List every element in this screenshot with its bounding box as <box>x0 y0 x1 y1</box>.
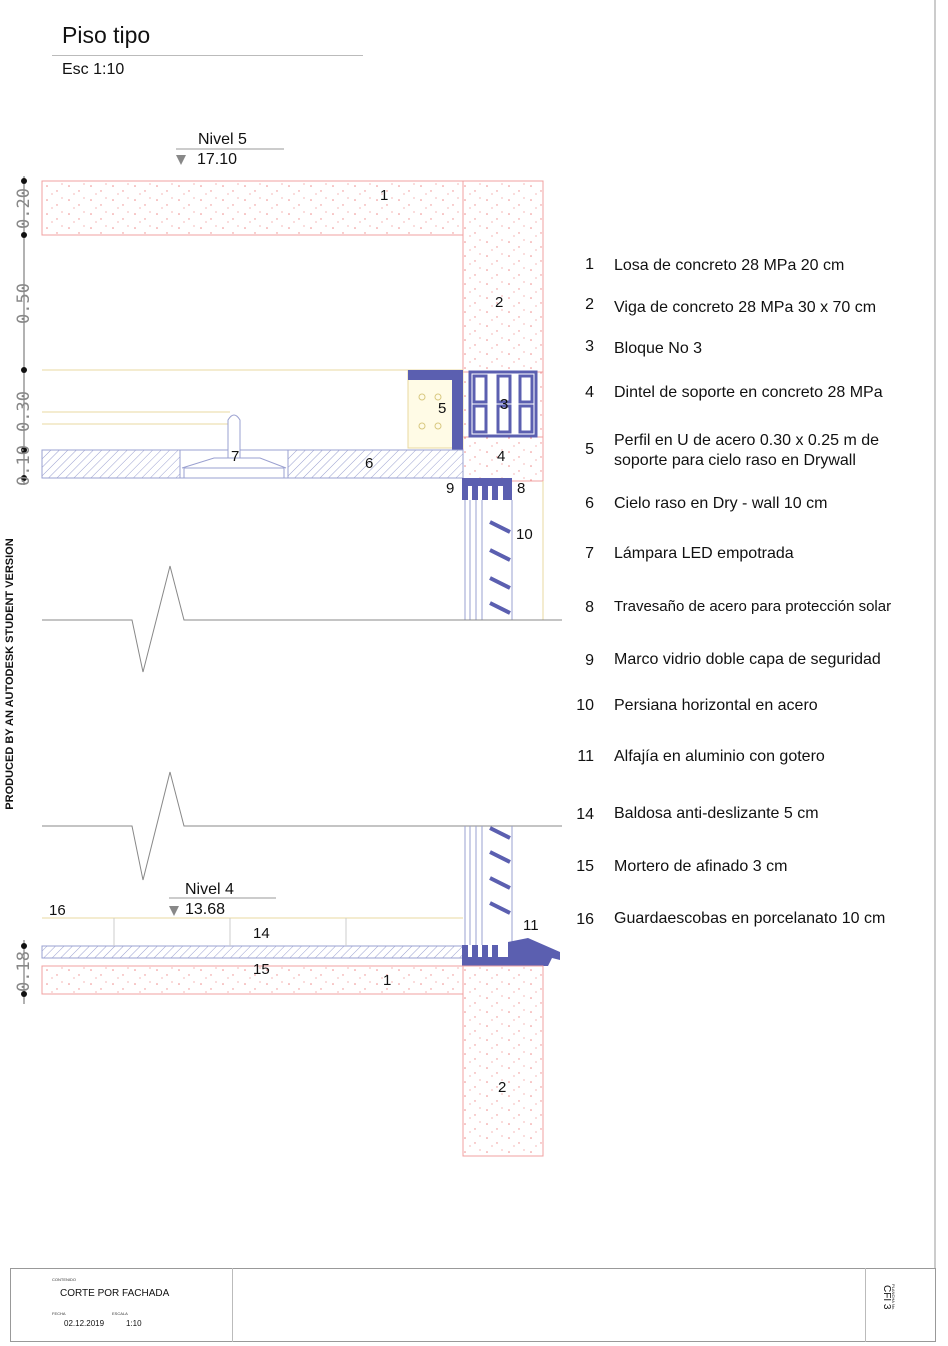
legend-text: Viga de concreto 28 MPa 30 x 70 cm <box>614 299 877 316</box>
legend-text: Guardaescobas en porcelanato 10 cm <box>614 910 886 927</box>
callout-2-upper: 2 <box>495 294 504 311</box>
dim-plenum: 0.30 <box>14 391 34 432</box>
title-underline <box>52 55 363 56</box>
title-block-scale: 1:10 <box>126 1319 142 1328</box>
legend-text: Bloque No 3 <box>614 340 703 357</box>
window-frame-top <box>462 478 512 500</box>
legend-num: 2 <box>585 296 594 313</box>
callout-1-upper: 1 <box>380 187 389 204</box>
callout-14: 14 <box>253 925 270 942</box>
legend-num: 16 <box>576 911 594 928</box>
legend-text: Losa de concreto 28 MPa 20 cm <box>614 257 845 274</box>
level-marker-4 <box>169 906 179 916</box>
legend-num: 3 <box>585 338 594 355</box>
level-5-elevation: 17.10 <box>197 151 238 168</box>
dim-slab: 0.20 <box>14 188 34 229</box>
student-version-notice: PRODUCED BY AN AUTODESK STUDENT VERSION <box>4 538 16 810</box>
legend-text: Baldosa anti-deslizante 5 cm <box>614 805 819 822</box>
scale-label: ESCALA <box>112 1311 128 1316</box>
title-block-divider <box>865 1268 866 1342</box>
legend-text: Lámpara LED empotrada <box>614 545 794 562</box>
callout-5: 5 <box>438 400 447 417</box>
legend-num: 14 <box>576 806 594 823</box>
callout-15: 15 <box>253 961 270 978</box>
legend-num: 1 <box>585 256 594 273</box>
legend-num: 6 <box>585 495 594 512</box>
plan-number: CFI 3 <box>881 1285 892 1310</box>
level-4-name: Nivel 4 <box>185 881 234 898</box>
legend-text: Cielo raso en Dry - wall 10 cm <box>614 495 828 512</box>
legend-text: Persiana horizontal en acero <box>614 697 818 714</box>
callout-3: 3 <box>500 396 509 413</box>
level-5-name: Nivel 5 <box>198 131 247 148</box>
glazing-upper <box>465 500 512 620</box>
legend-num: 8 <box>585 599 594 616</box>
title-block-divider <box>232 1268 233 1342</box>
legend-text: Travesaño de acero para protección solar <box>614 598 892 615</box>
legend-num: 7 <box>585 545 594 562</box>
title-block-content: CORTE POR FACHADA <box>60 1288 170 1299</box>
callout-2-lower: 2 <box>498 1079 507 1096</box>
legend-text: Marco vidrio doble capa de seguridad <box>614 651 881 668</box>
legend-text: Perfil en U de acero 0.30 x 0.25 m de soporte para cielo raso en Drywall <box>614 432 880 469</box>
dim-ceiling: 0.10 <box>14 445 34 486</box>
callout-9: 9 <box>446 480 455 497</box>
legend-num: 11 <box>577 748 594 765</box>
callout-11: 11 <box>523 917 539 934</box>
callout-4: 4 <box>497 448 506 465</box>
level-4-elevation: 13.68 <box>185 901 226 918</box>
break-line-lower <box>42 772 562 880</box>
drawing-scale: Esc 1:10 <box>62 61 125 78</box>
callout-10: 10 <box>516 526 533 543</box>
title-block <box>10 1268 936 1342</box>
legend-num: 9 <box>585 652 594 669</box>
dim-floor: 0.18 <box>14 951 34 992</box>
content-label: CONTENIDO <box>52 1277 76 1282</box>
callout-6: 6 <box>365 455 374 472</box>
callout-1-lower: 1 <box>383 972 392 989</box>
break-line-upper <box>42 566 562 672</box>
date-label: FECHA <box>52 1311 66 1316</box>
window-frame-bottom <box>462 938 560 966</box>
plan-label: PLANCHA No. <box>891 1284 896 1311</box>
title-block-date: 02.12.2019 <box>64 1319 105 1328</box>
legend-text: Dintel de soporte en concreto 28 MPa <box>614 384 883 401</box>
callout-7: 7 <box>231 448 240 465</box>
dim-beam: 0.50 <box>14 283 34 324</box>
louvres-lower <box>490 828 510 913</box>
legend-text: Alfajía en aluminio con gotero <box>614 748 825 765</box>
sill-drip <box>508 938 560 966</box>
slab-upper <box>42 181 463 235</box>
callout-16: 16 <box>49 902 66 919</box>
legend-num: 10 <box>576 697 594 714</box>
legend-num: 5 <box>585 441 594 458</box>
legend-num: 15 <box>576 858 594 875</box>
callout-8: 8 <box>517 480 526 497</box>
drawing-title: Piso tipo <box>62 22 151 48</box>
tile-layer <box>42 946 463 958</box>
legend-num: 4 <box>585 384 594 401</box>
louvres-upper <box>490 522 510 613</box>
beam-lower <box>463 966 543 1156</box>
level-marker-5 <box>176 155 186 165</box>
legend-text: Mortero de afinado 3 cm <box>614 858 788 875</box>
